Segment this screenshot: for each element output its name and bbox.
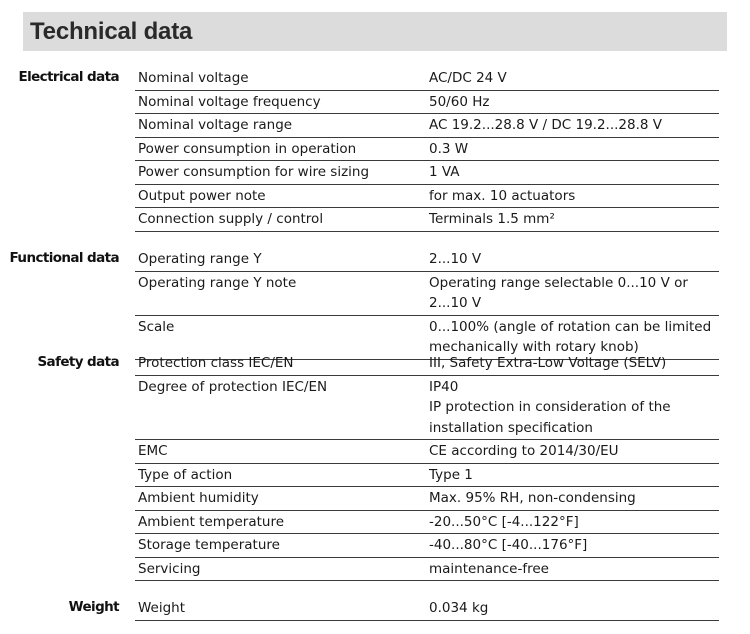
- row-value: AC 19.2...28.8 V / DC 19.2...28.8 V: [429, 117, 662, 133]
- row-key: Connection supply / control: [138, 211, 324, 227]
- table-row: [135, 272, 719, 316]
- section-rows: [135, 352, 719, 581]
- row-key: Weight: [138, 600, 186, 616]
- table-row: [135, 440, 719, 464]
- row-key: Output power note: [138, 187, 266, 204]
- table-row: [135, 138, 719, 162]
- row-value: IP40 IP protection in consideration of the installation specification: [429, 378, 671, 436]
- row-value: AC/DC 24 V: [429, 70, 507, 86]
- table-row: [135, 558, 719, 582]
- table-row: [135, 376, 719, 441]
- row-value: -40...80°C [-40...176°F]: [429, 537, 588, 553]
- row-key: Nominal voltage range: [138, 117, 293, 133]
- row-value: Operating range selectable 0...10 V or 2...10 V: [429, 274, 688, 311]
- section-label: Electrical data: [18, 69, 119, 85]
- title-bar: [23, 12, 727, 51]
- row-value: 2...10 V: [429, 251, 482, 267]
- row-value: 50/60 Hz: [429, 93, 490, 110]
- row-key: Nominal voltage frequency: [138, 93, 321, 110]
- table-row: [135, 161, 719, 185]
- row-value: for max. 10 actuators: [429, 187, 576, 204]
- row-key: Operating range Y: [138, 251, 262, 267]
- row-key: Nominal voltage: [138, 70, 249, 86]
- table-row: [135, 91, 719, 115]
- table-row: [135, 534, 719, 558]
- row-key: Operating range Y note: [138, 274, 297, 291]
- row-key: Degree of protection IEC/EN: [138, 378, 328, 395]
- row-key: Type of action: [138, 466, 233, 483]
- row-key: EMC: [138, 443, 168, 459]
- table-row: [135, 67, 719, 91]
- row-value: Terminals 1.5 mm²: [429, 211, 555, 227]
- table-row: [135, 114, 719, 138]
- section-rows: [135, 597, 719, 621]
- table-row: [135, 352, 719, 376]
- row-key: Scale: [138, 318, 175, 335]
- table-row: [135, 185, 719, 209]
- row-key: Power consumption for wire sizing: [138, 164, 370, 180]
- row-key: Protection class IEC/EN: [138, 355, 294, 371]
- section-label: Safety data: [37, 354, 119, 370]
- row-value: CE according to 2014/30/EU: [429, 443, 619, 459]
- row-key: Servicing: [138, 560, 201, 577]
- row-key: Ambient temperature: [138, 513, 285, 530]
- row-value: -20...50°C [-4...122°F]: [429, 513, 579, 530]
- row-key: Storage temperature: [138, 537, 280, 553]
- section-label: Weight: [68, 599, 119, 615]
- table-row: [135, 597, 719, 621]
- row-key: Power consumption in operation: [138, 140, 357, 157]
- table-row: [135, 464, 719, 488]
- page-title: Technical data: [30, 18, 193, 45]
- row-value: maintenance-free: [429, 560, 549, 577]
- table-row: [135, 511, 719, 535]
- row-value: 0...100% (angle of rotation can be limited mechanically with rotary knob): [429, 318, 712, 355]
- row-value: 1 VA: [429, 164, 460, 180]
- section-rows: [135, 248, 719, 360]
- table-row: [135, 487, 719, 511]
- row-key: Ambient humidity: [138, 490, 259, 506]
- row-value: 0.034 kg: [429, 600, 489, 616]
- table-row: [135, 248, 719, 272]
- row-value: III, Safety Extra-Low Voltage (SELV): [429, 355, 667, 371]
- section-label: Functional data: [9, 250, 119, 266]
- row-value: 0.3 W: [429, 140, 469, 157]
- section-rows: [135, 67, 719, 232]
- row-value: Type 1: [429, 466, 473, 483]
- table-row: [135, 208, 719, 232]
- row-value: Max. 95% RH, non-condensing: [429, 490, 636, 506]
